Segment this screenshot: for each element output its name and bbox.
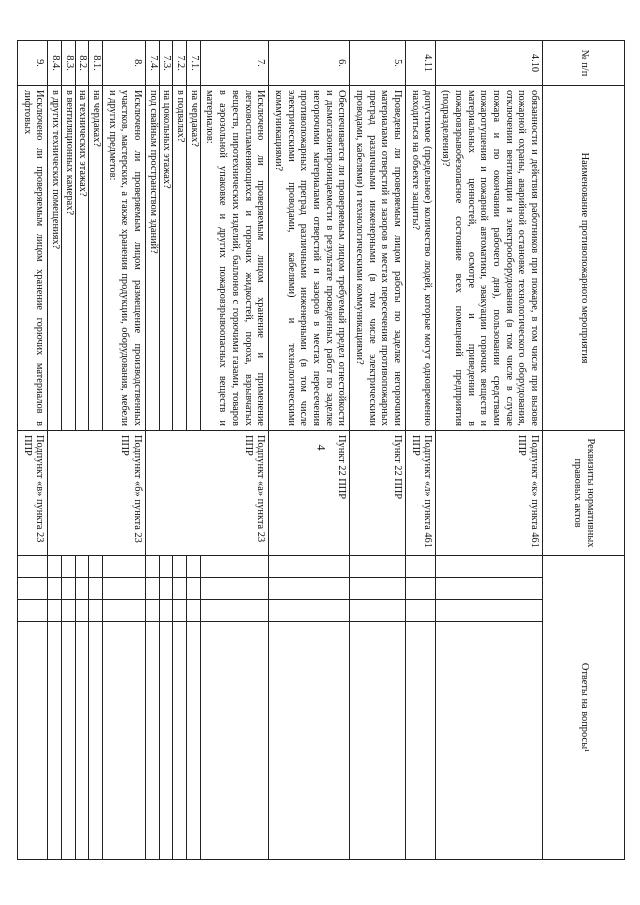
table-body [17,41,542,860]
table-row [406,41,436,860]
answer-cell[interactable] [61,600,75,622]
row-text: на технических этажах? [75,86,89,431]
answer-cell[interactable] [187,556,201,578]
header-name: Наименование противопожарного мероприятия [543,86,625,431]
row-number: 7. [200,41,268,86]
row-requisites: Подпункт «а» пункта 23 ППР [146,431,269,556]
row-number: 8.4. [48,41,62,86]
checklist-sheet [21,40,625,860]
row-number: 8.2. [75,41,89,86]
answer-cell[interactable] [146,578,160,600]
row-text: Исключено ли проверяемым лицом хранение горючих материалов в лифтовых [17,86,47,431]
answer-cell[interactable] [187,622,201,860]
row-number: 9. [17,41,47,86]
row-requisites: Подпункт «к» пункта 461 ППР [436,431,543,556]
row-text: в других технических помещениях? [48,86,62,431]
row-requisites: Подпункт «б» пункта 23 ППР [48,431,146,556]
answer-cell[interactable] [103,556,146,578]
answer-cell[interactable] [89,578,103,600]
answer-cell[interactable] [200,578,268,600]
answer-cell[interactable] [350,556,406,578]
answer-cell[interactable] [159,622,173,860]
answer-cell[interactable] [436,578,543,600]
answer-cell[interactable] [159,556,173,578]
answer-cell[interactable] [75,578,89,600]
answer-cell[interactable] [406,556,436,578]
row-text: под свайным пространством зданий? [146,86,160,431]
answer-cell[interactable] [103,578,146,600]
checklist-table [17,40,625,860]
header-requisites: Реквизиты нормативных правовых актов [543,431,625,556]
answer-cell[interactable] [103,600,146,622]
answer-cell[interactable] [269,556,350,578]
row-number: 7.3. [159,41,173,86]
answer-cell[interactable] [173,622,187,860]
answer-cell[interactable] [89,556,103,578]
answer-cell[interactable] [75,622,89,860]
answer-cell[interactable] [269,600,350,622]
row-number: 8. [103,41,146,86]
answer-cell[interactable] [75,600,89,622]
row-requisites: Подпункт «л» пункта 461 ППР [406,431,436,556]
answer-cell[interactable] [350,622,406,860]
answer-cell[interactable] [17,556,47,578]
answer-cell[interactable] [406,600,436,622]
answer-cell[interactable] [61,622,75,860]
row-text: Проведены ли проверяемым лицом работы по заделке негорючими материалами отверстий и зазоров в местах пересечения противопожарных преград различными инженерными (в том числе электрическими проводами, кабелями) и технологическими коммуникациями? [350,86,406,431]
answer-cell[interactable] [61,556,75,578]
row-text: Исключено ли проверяемым лицом хранение и применение легковоспламеняющихся и горючих жидкостей, пороха, взрывчатых веществ, пиротехнических изделий, баллонов с горючими газами, товаров в аэрозольной упаковке и других пожаровзрывоопасных веществ и материалов: [200,86,268,431]
row-number: 8.1. [89,41,103,86]
row-text: обязанности и действия работников при пожаре, в том числе при вызове пожарной охраны, аварийной остановке технологического оборудования, отключении вентиляции и электрооборудования (в том числе в случае пожара и по окончании рабочего дня), пользовании средствами пожаротушения и пожарной автоматики, эвакуации горючих веществ и материальных ценностей, осмотре и приведении в пожаровзрывобезопасное состояние всех помещений предприятия (подразделения)? [436,86,543,431]
answer-cell[interactable] [48,600,62,622]
answer-cell[interactable] [200,622,268,860]
answer-cell[interactable] [48,622,62,860]
table-row [436,41,543,860]
answer-cell[interactable] [436,556,543,578]
row-text: на чердаках? [187,86,201,431]
row-text: на цокольных этажах? [159,86,173,431]
row-number: 6. [269,41,350,86]
row-text: на чердаках? [89,86,103,431]
row-requisites: Подпункт «в» пункта 23 ППР [17,431,47,556]
table-row [350,41,406,860]
row-requisites: Пункт 22 ППР [269,431,350,556]
header-num: № п/п [543,41,625,86]
answer-cell[interactable] [146,622,160,860]
answer-cell[interactable] [48,578,62,600]
answer-cell[interactable] [146,556,160,578]
row-text: в вентиляционных камерах? [61,86,75,431]
answer-cell[interactable] [187,578,201,600]
answer-cell[interactable] [146,600,160,622]
table-header-row [543,41,625,860]
row-number: 7.1. [187,41,201,86]
row-number: 4.11 [406,41,436,86]
table-row [17,41,47,860]
answer-cell[interactable] [200,556,268,578]
answer-cell[interactable] [17,600,47,622]
row-text: допустимое (предельное) количество людей, которые могут одновременно находиться на объекте защиты? [406,86,436,431]
answer-cell[interactable] [436,600,543,622]
answer-cell[interactable] [350,600,406,622]
answer-cell[interactable] [48,556,62,578]
answer-cell[interactable] [200,600,268,622]
answer-cell[interactable] [61,578,75,600]
answer-cell[interactable] [269,578,350,600]
answer-cell[interactable] [187,600,201,622]
row-requisites: Пункт 22 ППР [350,431,406,556]
page-number: 4 [314,444,329,451]
row-number: 8.3. [61,41,75,86]
row-number: 7.4. [146,41,160,86]
answer-cell[interactable] [103,622,146,860]
answer-cell[interactable] [75,556,89,578]
answer-cell[interactable] [173,578,187,600]
answer-cell[interactable] [173,600,187,622]
answer-cell[interactable] [159,600,173,622]
answer-cell[interactable] [269,622,350,860]
row-number: 4.10 [436,41,543,86]
answer-cell[interactable] [89,600,103,622]
answer-cell[interactable] [89,622,103,860]
answer-cell[interactable] [436,622,543,860]
answer-cell[interactable] [159,578,173,600]
table-row [269,41,350,860]
answer-cell[interactable] [406,578,436,600]
table-row [103,41,146,860]
table-row [200,41,268,860]
header-answers: Ответы на вопросы¹ [543,556,625,860]
row-number: 5. [350,41,406,86]
answer-cell[interactable] [17,578,47,600]
answer-cell[interactable] [350,578,406,600]
answer-cell[interactable] [17,622,47,860]
row-text: Исключено ли проверяемым лицом размещение производственных участков, мастерских, а также хранения продукции, оборудования, мебели и других предметов: [103,86,146,431]
answer-cell[interactable] [173,556,187,578]
row-text: Обеспечивается ли проверяемым лицом требуемый предел огнестойкости и дымогазонепроницаемости в результате проведенных работ по заделке негорючими материалами отверстий и зазоров в местах пересечения противопожарных преград различными инженерными (в том числе электрическими проводами, кабелями) и технологическими коммуникациями? [269,86,350,431]
row-number: 7.2. [173,41,187,86]
row-text: в подвалах? [173,86,187,431]
answer-cell[interactable] [406,622,436,860]
